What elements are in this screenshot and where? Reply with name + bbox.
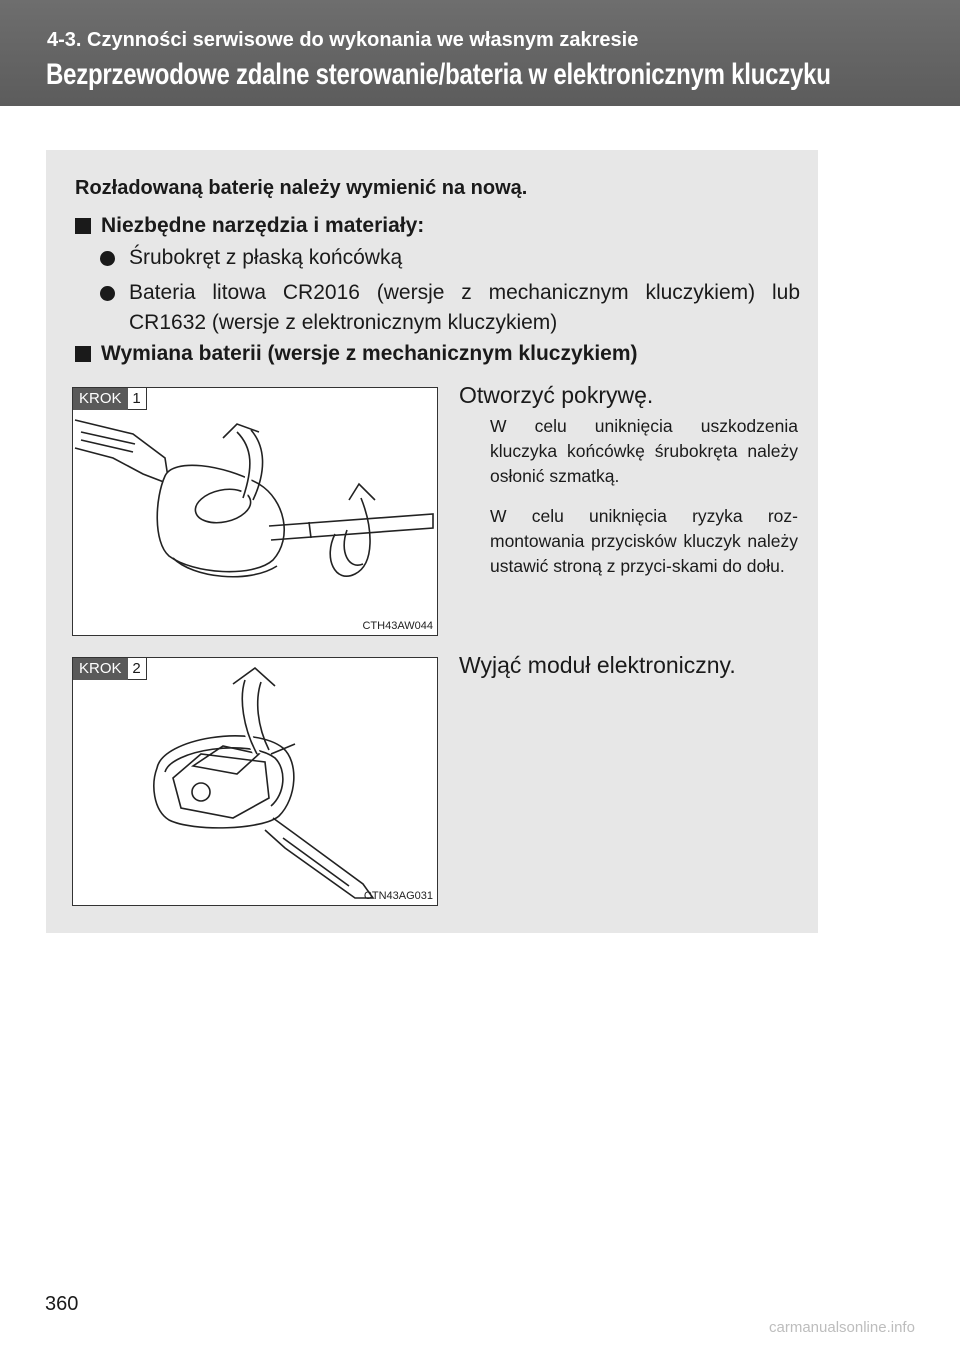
step1-figure: [72, 387, 438, 636]
step-badge: [73, 658, 147, 680]
list-item: [100, 243, 800, 273]
bullet-icon: [100, 251, 115, 266]
bullet-icon: [100, 286, 115, 301]
list-item-text: Śrubokręt z płaską końcówką: [129, 246, 403, 269]
step-badge: [73, 388, 147, 410]
module-removal-illustration: [73, 658, 438, 906]
page-number: 360: [45, 1293, 79, 1315]
watermark: carmanualsonline.info: [769, 1319, 915, 1336]
step-number: 2: [128, 658, 147, 680]
step1-text: Otworzyć pokrywę.: [459, 382, 654, 408]
note-text: W celu uniknięcia uszkodzenia kluczyka końcówkę śrubokręta należy osłonić szmatką.: [490, 416, 798, 486]
figure-code: CTN43AG031: [363, 890, 433, 902]
list-item-text: Bateria litowa CR2016 (wersje z mechanicznym kluczykiem) lub CR1632 (wersje z elektronicznym kluczykiem): [129, 281, 800, 334]
figure-code: CTH43AW044: [362, 620, 433, 632]
step-label: KROK: [73, 658, 128, 680]
step1-note: [490, 414, 798, 489]
replace-heading-text: Wymiana baterii (wersje z mechanicznym kluczykiem): [101, 342, 638, 365]
list-item: [100, 278, 800, 338]
step1-note: [490, 504, 798, 579]
page-header: [0, 0, 960, 106]
page-title: Bezprzewodowe zdalne sterowanie/bateria w elektronicznym kluczyku: [46, 58, 831, 91]
tools-heading: [75, 214, 424, 238]
step2-text: Wyjąć moduł elektroniczny.: [459, 652, 736, 678]
note-text: W celu uniknięcia ryzyka roz-montowania przycisków kluczyk należy ustawić stroną z przyci-skami do dołu.: [490, 506, 798, 576]
step2-figure: [72, 657, 438, 906]
key-opening-illustration: [73, 388, 438, 636]
intro-text: Rozładowaną baterię należy wymienić na nową.: [75, 177, 528, 199]
tools-heading-text: Niezbędne narzędzia i materiały:: [101, 214, 425, 237]
section-title: 4-3. Czynności serwisowe do wykonania we własnym zakresie: [47, 29, 639, 51]
step-label: KROK: [73, 388, 128, 410]
square-bullet-icon: [75, 346, 91, 362]
square-bullet-icon: [75, 218, 91, 234]
step-number: 1: [128, 388, 147, 410]
replace-heading: [75, 342, 638, 366]
